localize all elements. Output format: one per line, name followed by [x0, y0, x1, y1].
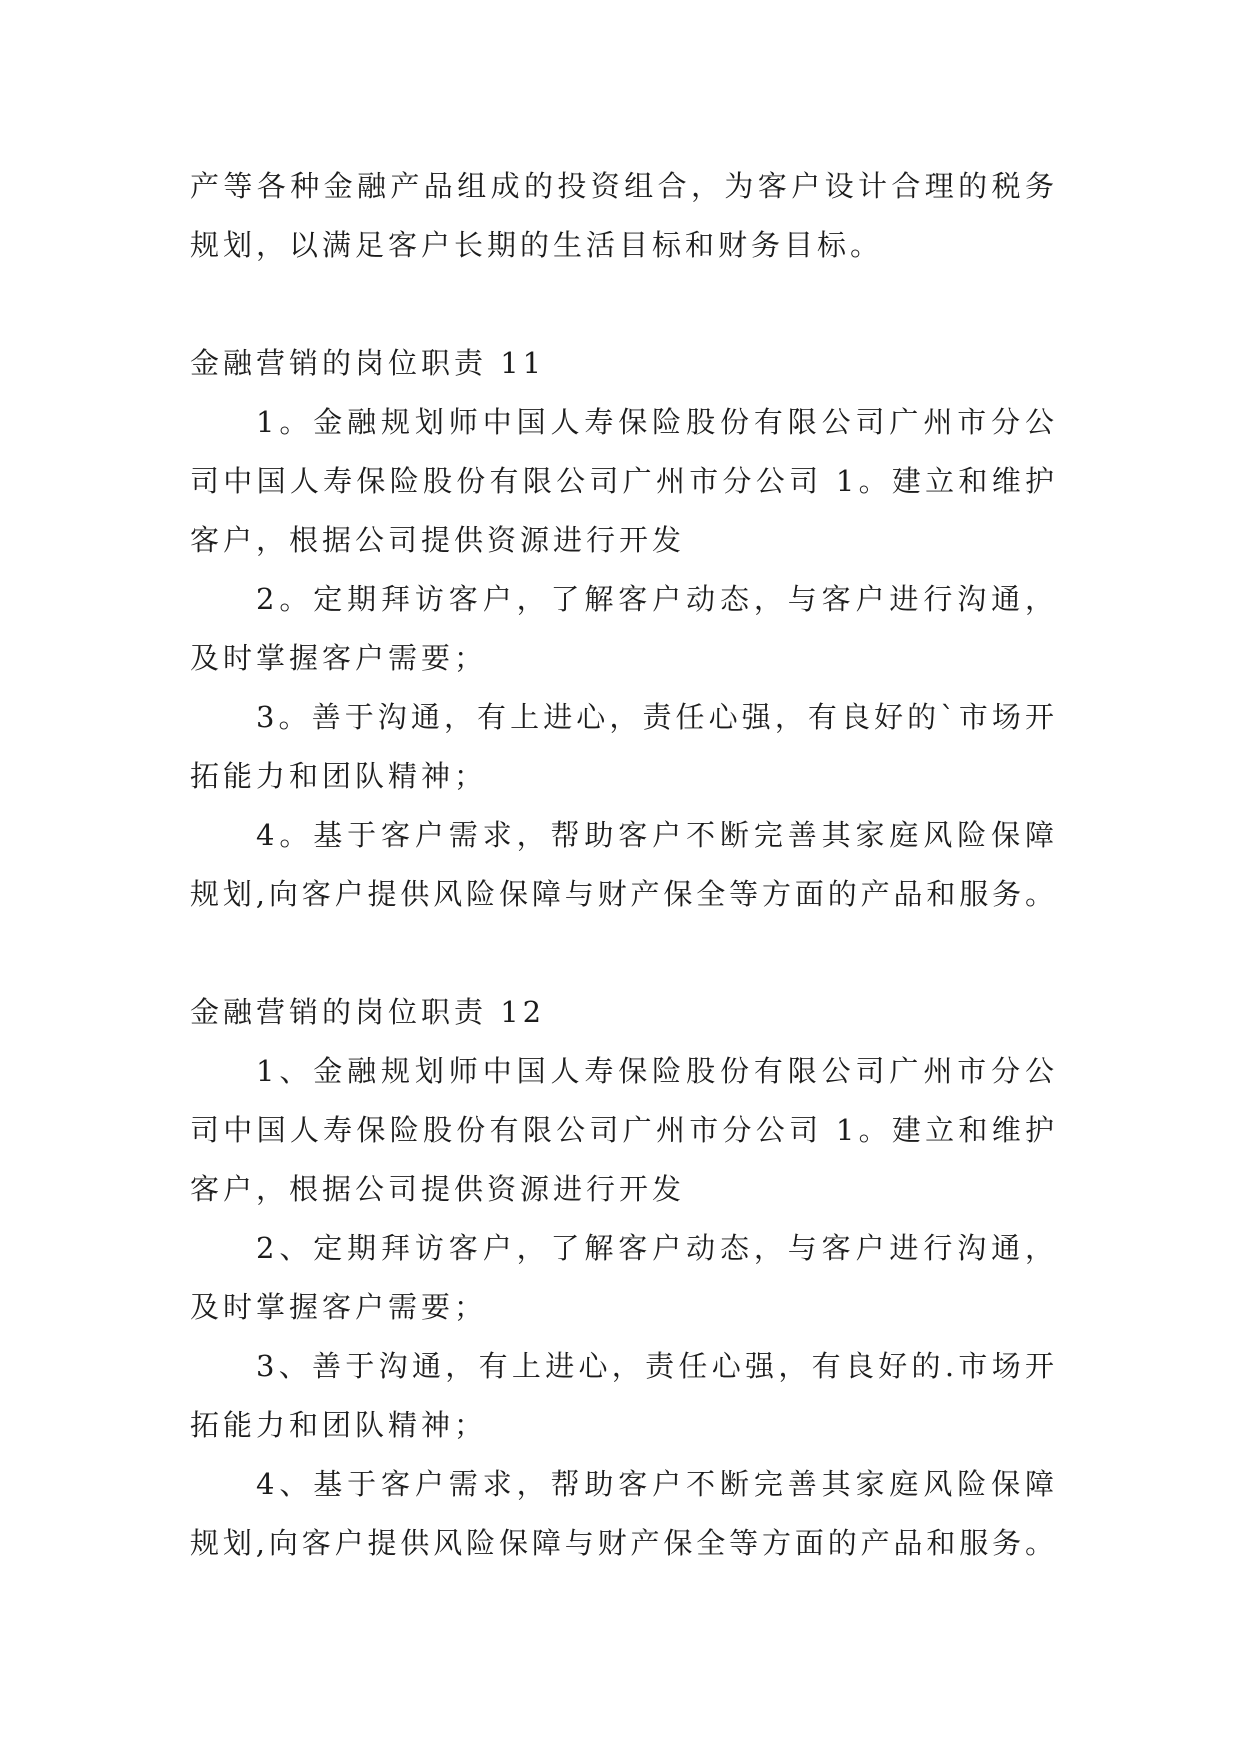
body-line: 1、金融规划师中国人寿保险股份有限公司广州市分公: [256, 1054, 1054, 1088]
section-duties-11: [190, 334, 1054, 924]
intro-line: 产等各种金融产品组成的投资组合，为客户设计合理的税务: [190, 169, 1054, 203]
body-line: 3。善于沟通，有上进心，责任心强，有良好的`市场开: [256, 700, 1054, 734]
body-line: 规划,向客户提供风险保障与财产保全等方面的产品和服务。: [190, 1526, 1054, 1560]
intro-paragraph: [190, 157, 1054, 275]
body-line: 司中国人寿保险股份有限公司广州市分公司 1。建立和维护: [190, 1113, 1054, 1147]
body-line: 及时掌握客户需要；: [190, 1290, 488, 1324]
section-duties-12: [190, 983, 1054, 1573]
body-line: 2。定期拜访客户，了解客户动态，与客户进行沟通，: [256, 582, 1054, 616]
body-line: 4、基于客户需求，帮助客户不断完善其家庭风险保障: [256, 1467, 1054, 1501]
section-heading: 金融营销的岗位职责 11: [190, 346, 546, 380]
body-line: 4。基于客户需求，帮助客户不断完善其家庭风险保障: [256, 818, 1054, 852]
body-line: 拓能力和团队精神；: [190, 759, 488, 793]
body-line: 规划,向客户提供风险保障与财产保全等方面的产品和服务。: [190, 877, 1054, 911]
section-heading: 金融营销的岗位职责 12: [190, 995, 546, 1029]
body-line: 拓能力和团队精神；: [190, 1408, 488, 1442]
body-line: 客户，根据公司提供资源进行开发: [190, 523, 686, 557]
intro-line: 规划，以满足客户长期的生活目标和财务目标。: [190, 228, 884, 262]
body-line: 司中国人寿保险股份有限公司广州市分公司 1。建立和维护: [190, 464, 1054, 498]
body-line: 及时掌握客户需要；: [190, 641, 488, 675]
body-line: 2、定期拜访客户，了解客户动态，与客户进行沟通，: [256, 1231, 1054, 1265]
body-line: 客户，根据公司提供资源进行开发: [190, 1172, 686, 1206]
body-line: 3、善于沟通，有上进心，责任心强，有良好的.市场开: [256, 1349, 1054, 1383]
document-body: [190, 157, 1054, 1573]
body-line: 1。金融规划师中国人寿保险股份有限公司广州市分公: [256, 405, 1054, 439]
